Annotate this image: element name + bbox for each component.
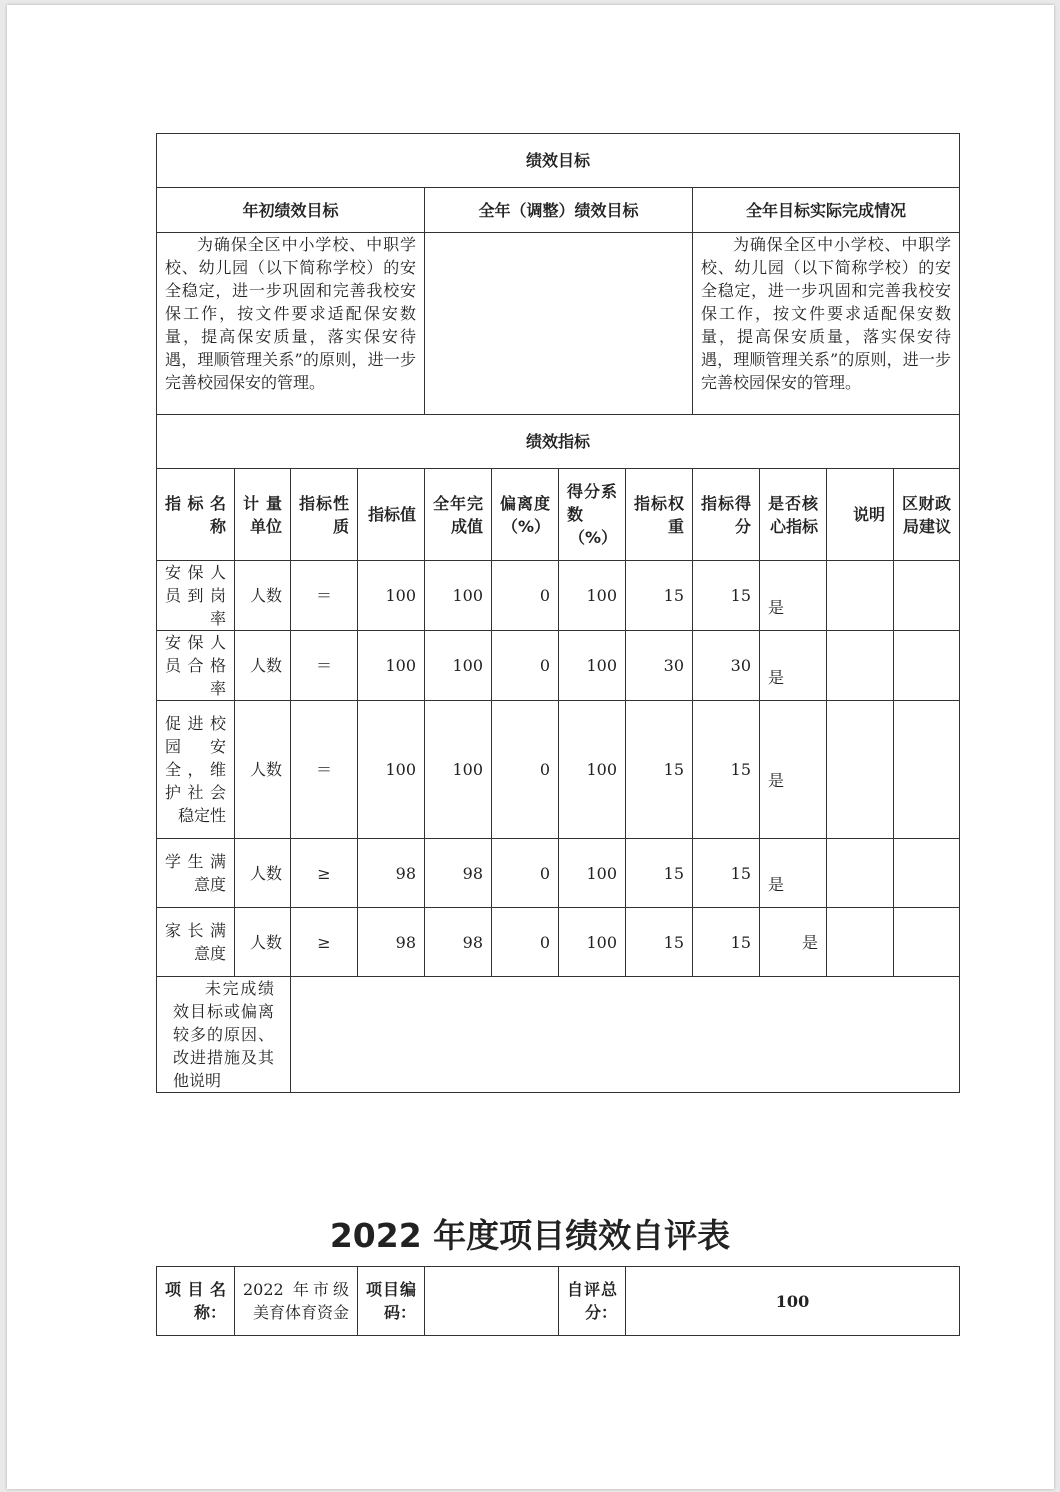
indicator-nature: ＝ (291, 631, 358, 701)
indicator-weight: 15 (626, 839, 693, 908)
col-adjusted-goal: 全年（调整）绩效目标 (425, 188, 693, 233)
indicator-note (827, 701, 894, 839)
indicator-header-row (157, 469, 960, 561)
goals-section-title: 绩效目标 (157, 134, 960, 188)
header-nature: 指标性质 (291, 469, 358, 561)
remark-text (291, 977, 960, 1093)
indicator-target: 98 (358, 839, 425, 908)
indicator-target: 100 (358, 631, 425, 701)
header-actual-value: 全年完成值 (425, 469, 492, 561)
indicator-name: 家长满意度 (157, 908, 235, 977)
indicator-name: 安保人员合格率 (157, 631, 235, 701)
header-score-coefficient: 得分系数（%） (559, 469, 626, 561)
indicator-note (827, 561, 894, 631)
header-core-indicator: 是否核心指标 (760, 469, 827, 561)
indicator-advice (894, 839, 960, 908)
indicator-advice (894, 701, 960, 839)
project-code-label: 项目编码： (358, 1267, 425, 1336)
indicator-target: 100 (358, 561, 425, 631)
indicator-unit: 人数 (235, 839, 291, 908)
indicator-unit: 人数 (235, 631, 291, 701)
header-finance-advice: 区财政局建议 (894, 469, 960, 561)
indicator-nature: ≥ (291, 908, 358, 977)
indicator-actual: 98 (425, 839, 492, 908)
indicator-deviation: 0 (492, 908, 559, 977)
project-name-value: 2022 年市级美育体育资金 (235, 1267, 358, 1336)
indicator-deviation: 0 (492, 631, 559, 701)
actual-completion-text: 为确保全区中小学校、中职学校、幼儿园（以下简称学校）的安全稳定，进一步巩固和完善我校安保工作，按文件要求适配保安数量，提高保安质量，落实保安待遇，理顺管理关系”的原则，进一步完善校园保安的管理。 (693, 233, 960, 415)
indicator-core: 是 (760, 561, 827, 631)
indicator-score: 15 (693, 908, 760, 977)
table-row (157, 839, 960, 908)
table-row (157, 631, 960, 701)
indicator-note (827, 908, 894, 977)
indicator-actual: 98 (425, 908, 492, 977)
indicator-name: 促进校园安全，维护社会稳定性 (157, 701, 235, 839)
indicator-actual: 100 (425, 561, 492, 631)
table-row (157, 561, 960, 631)
col-actual-completion: 全年目标实际完成情况 (693, 188, 960, 233)
indicator-weight: 15 (626, 908, 693, 977)
indicator-core: 是 (760, 631, 827, 701)
indicator-unit: 人数 (235, 908, 291, 977)
indicator-nature: ≥ (291, 839, 358, 908)
indicator-advice (894, 561, 960, 631)
header-note: 说明 (827, 469, 894, 561)
header-deviation: 偏离度（%） (492, 469, 559, 561)
indicator-note (827, 839, 894, 908)
project-name-label: 项目名称： (157, 1267, 235, 1336)
indicator-nature: ＝ (291, 561, 358, 631)
indicator-note (827, 631, 894, 701)
indicators-section-title: 绩效指标 (157, 415, 960, 469)
remark-label: 未完成绩效目标或偏离较多的原因、改进措施及其他说明 (157, 977, 291, 1093)
indicator-weight: 15 (626, 561, 693, 631)
indicator-unit: 人数 (235, 561, 291, 631)
indicator-nature: ＝ (291, 701, 358, 839)
indicator-actual: 100 (425, 631, 492, 701)
header-unit: 计量单位 (235, 469, 291, 561)
indicator-coefficient: 100 (559, 561, 626, 631)
indicator-weight: 15 (626, 701, 693, 839)
header-target-value: 指标值 (358, 469, 425, 561)
indicator-score: 30 (693, 631, 760, 701)
indicator-score: 15 (693, 561, 760, 631)
remark-row (157, 977, 960, 1093)
total-score-value: 100 (626, 1267, 960, 1336)
header-score: 指标得分 (693, 469, 760, 561)
header-weight: 指标权重 (626, 469, 693, 561)
project-code-value (425, 1267, 559, 1336)
indicator-target: 100 (358, 701, 425, 839)
indicator-coefficient: 100 (559, 839, 626, 908)
indicator-deviation: 0 (492, 839, 559, 908)
indicator-deviation: 0 (492, 701, 559, 839)
performance-table (156, 133, 960, 1093)
indicator-core: 是 (760, 908, 827, 977)
indicator-advice (894, 908, 960, 977)
header-indicator-name: 指标名称 (157, 469, 235, 561)
col-initial-goal: 年初绩效目标 (157, 188, 425, 233)
table-row (157, 908, 960, 977)
adjusted-goal-text (425, 233, 693, 415)
indicator-coefficient: 100 (559, 631, 626, 701)
indicator-unit: 人数 (235, 701, 291, 839)
table-row (157, 701, 960, 839)
form-title: 2022 年度项目绩效自评表 (329, 1216, 731, 1255)
indicator-core: 是 (760, 701, 827, 839)
indicator-target: 98 (358, 908, 425, 977)
indicator-weight: 30 (626, 631, 693, 701)
total-score-label: 自评总分： (559, 1267, 626, 1336)
self-evaluation-table (156, 1266, 960, 1336)
indicator-score: 15 (693, 701, 760, 839)
indicator-coefficient: 100 (559, 908, 626, 977)
indicator-score: 15 (693, 839, 760, 908)
indicator-name: 学生满意度 (157, 839, 235, 908)
indicator-advice (894, 631, 960, 701)
initial-goal-text: 为确保全区中小学校、中职学校、幼儿园（以下简称学校）的安全稳定，进一步巩固和完善我校安保工作，按文件要求适配保安数量，提高保安质量，落实保安待遇，理顺管理关系”的原则，进一步完善校园保安的管理。 (157, 233, 425, 415)
indicator-name: 安保人员到岗率 (157, 561, 235, 631)
indicator-deviation: 0 (492, 561, 559, 631)
indicator-coefficient: 100 (559, 701, 626, 839)
indicator-core: 是 (760, 839, 827, 908)
indicator-actual: 100 (425, 701, 492, 839)
